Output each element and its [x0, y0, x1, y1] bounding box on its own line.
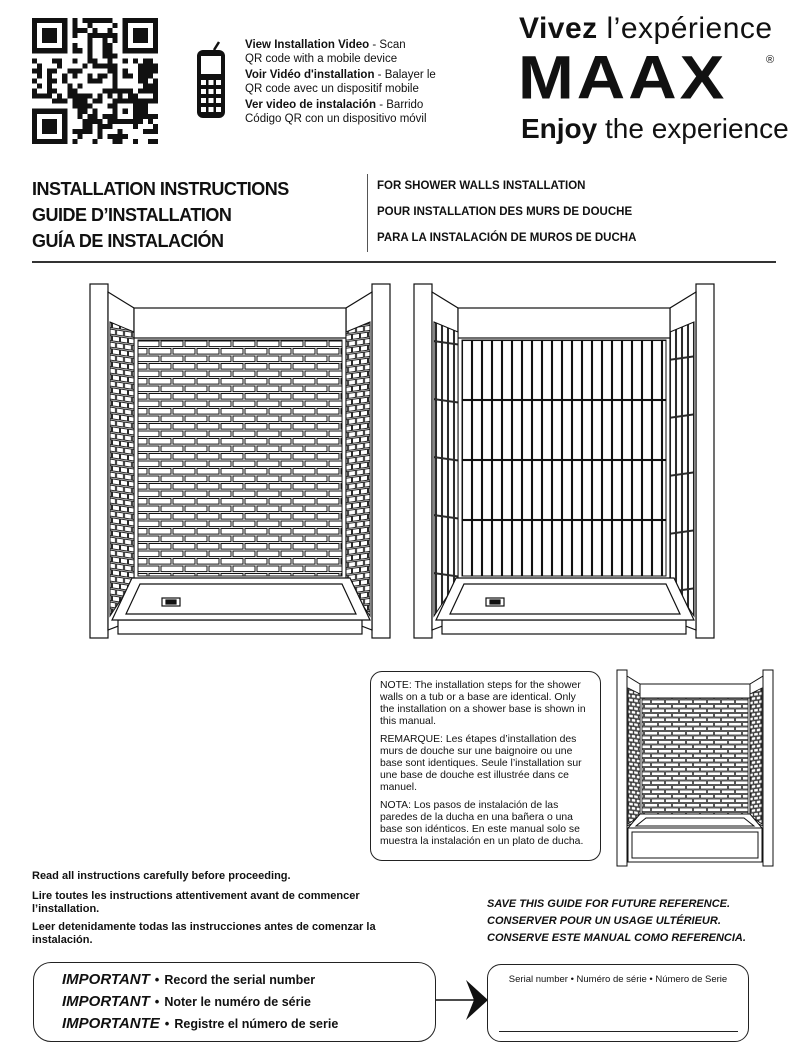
note-fr: REMARQUE: Les étapes d’installation des murs de douche sur une baignoire ou une base sont identiques. Seule l’installation sur une base de douche est illustrée dans ce manuel.: [380, 734, 582, 793]
bathtub-shower-illustration: [616, 668, 774, 868]
arrow-right-icon: [436, 975, 490, 1025]
important-row-en: IMPORTANT • Record the serial number: [62, 971, 316, 988]
subtitle-en: FOR SHOWER WALLS INSTALLATION: [377, 180, 586, 192]
subtitle-fr: POUR INSTALLATION DES MURS DE DOUCHE: [377, 206, 633, 218]
video-line-es: Ver video de instalación - Barrido Código QR con un dispositivo móvil: [245, 99, 427, 125]
video-line-en: View Installation Video - Scan QR code with a mobile device: [245, 39, 406, 65]
video-instructions: [245, 38, 475, 128]
qr-code-icon[interactable]: [32, 18, 158, 144]
read-es: Leer detenidamente todas las instrucciones antes de comenzar la instalación.: [32, 921, 376, 946]
serial-number-box[interactable]: [487, 964, 749, 1042]
note-en: NOTE: The installation steps for the shower walls on a tub or a base are identical. Only the installation on a shower base is shown in this manual.: [380, 680, 586, 727]
subway-tile-shower-illustration: [88, 280, 396, 642]
important-row-fr: IMPORTANT • Noter le numéro de série: [62, 993, 311, 1010]
save-en: SAVE THIS GUIDE FOR FUTURE REFERENCE.: [487, 898, 731, 910]
video-line-fr: Voir Vidéo d'installation - Balayer le QR code avec un dispositif mobile: [245, 69, 436, 95]
brand-logo: MAAX: [518, 43, 728, 113]
read-en: Read all instructions carefully before proceeding.: [32, 870, 291, 882]
save-guide-notice: [487, 896, 787, 947]
important-box: [33, 962, 436, 1042]
note-box: [370, 671, 601, 861]
title-en: INSTALLATION INSTRUCTIONS: [32, 179, 289, 199]
title-es: GUÍA DE INSTALACIÓN: [32, 231, 224, 251]
read-instructions: [32, 870, 382, 952]
title-divider: [367, 174, 368, 252]
document-titles: [32, 176, 362, 254]
serial-number-label: Serial number • Numéro de série • Número de Serie: [508, 974, 728, 985]
mobile-phone-icon: [192, 40, 232, 120]
note-es: NOTA: Los pasos de instalación de las paredes de la ducha en una bañera o una base son idénticos. En este manual solo se muestra la instalación en un plato de ducha.: [380, 800, 584, 847]
subtitle-es: PARA LA INSTALACIÓN DE MUROS DE DUCHA: [377, 232, 637, 244]
vertical-tile-shower-illustration: [412, 280, 720, 642]
header-rule: [32, 261, 776, 263]
brand-tagline-en: Enjoy the experience: [521, 113, 789, 144]
brand-tagline-fr: Vivez l’expérience: [519, 12, 773, 45]
serial-number-line: [499, 1031, 738, 1032]
title-fr: GUIDE D’INSTALLATION: [32, 205, 232, 225]
document-subtitles: [377, 176, 777, 254]
save-fr: CONSERVER POUR UN USAGE ULTÉRIEUR.: [487, 915, 721, 927]
read-fr: Lire toutes les instructions attentivement avant de commencer l’installation.: [32, 890, 360, 915]
registered-mark: ®: [766, 54, 775, 66]
save-es: CONSERVE ESTE MANUAL COMO REFERENCIA.: [487, 932, 746, 944]
important-row-es: IMPORTANTE • Registre el número de serie: [62, 1015, 339, 1032]
